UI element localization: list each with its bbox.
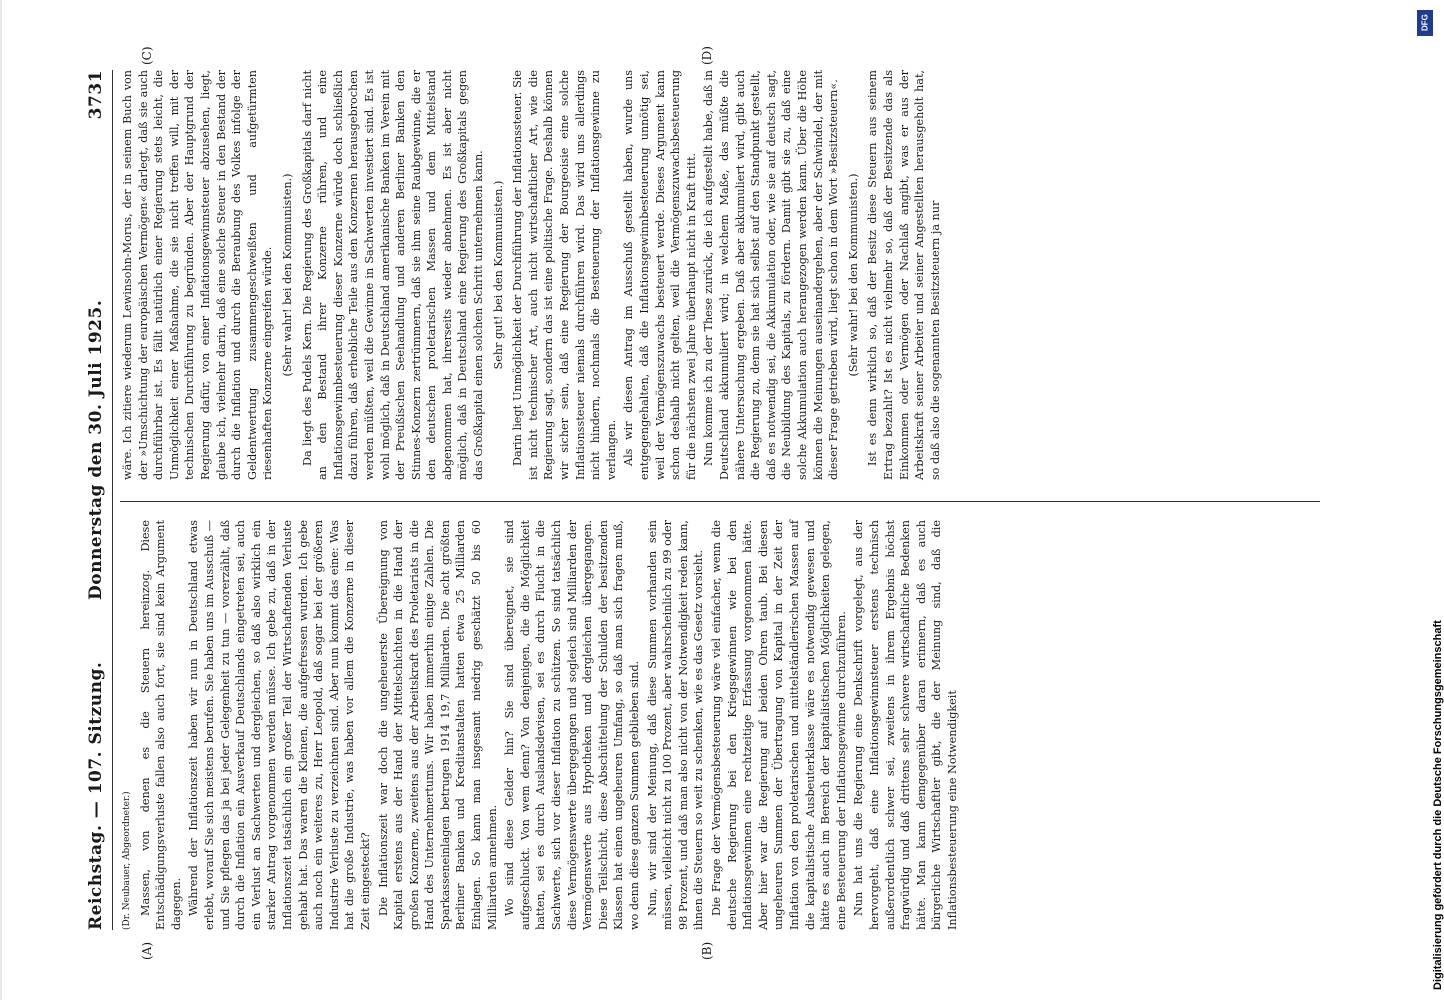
- paragraph: Da liegt des Pudels Kern. Die Regierung des Großkapitals darf nicht an den Bestand ihrer Konzerne rühren, und eine Inflationsgewinnbesteuerung dieser Konzerne würde doch schließlich dazu führen, daß erhebliche Teile aus den Konzernen herausgebrochen werden müßten, weil die Gewinne in Sachwerten investiert sind. Es ist wohl möglich, daß in Deutschland amerikanische Banken im Verein mit der Preußischen Seehandlung und anderen Berliner Banken den Stinnes-Konzern zertrümmern, daß sie ihm seine Raubgewinne, die er den deutschen proletarischen Massen und dem Mittelstand abgenommen hat, ihrerseits wieder abnehmen. Es ist aber nicht möglich, daß in Deutschland eine Regierung des Großkapitals gegen das Großkapital einen solchen Schritt unternehmen kann.: [300, 70, 486, 480]
- column-rule: [120, 501, 1320, 502]
- header-date: Donnerstag den 30. Juli 1925.: [86, 299, 106, 600]
- dfg-logo: DFG: [1417, 10, 1433, 36]
- paragraph: Wo sind diese Gelder hin? Sie sind übereignet, sie sind aufgeschluckt. Von wem denn? Von denjenigen, die die Möglichkeit hatten, sei es durch Auslandsdevisen, sei es durch Flucht in die Sachwerte, sich vor dieser Inflation zu schützen. So sind tatsächlich diese Vermögenswerte übergegangen und sogleich sind Milliarden der Vermögenswerte aus Hypotheken und dergleichen übergegangen. Diese Teilschicht, diese Abschüttelung der Schulden der besitzenden Klassen hat einen ungeheuren Umfang, so daß man sich fragen muß, wo denn diese ganzen Summen geblieben sind.: [503, 520, 641, 930]
- interjection: (Sehr wahr! bei den Kommunisten.): [280, 173, 294, 377]
- paragraph: Ist es denn wirklich so, daß der Besitz diese Steuern aus seinem Ertrag bezahlt? Ist es nicht vielmehr so, daß der Besitzende das als Einkommen oder Vermögen oder Nachlaß angibt, was er aus der Arbeitskraft seiner Arbeiter und seiner Angestellten herausgeholt hat, so daß also die sogenannten Besitzsteuern ja nur: [866, 70, 942, 480]
- paragraph: Darin liegt Unmöglichkeit der Durchführung der Inflationssteuer. Sie ist nicht technischer Art, auch nicht wirtschaftlicher Art, wie die Regierung sagt, sondern das ist eine politische Frage. Deshalb können wir sicher sein, daß eine Regierung der Bourgeoisie eine solche Inflationssteuer niemals durchführen wird. Das wird uns allerdings nicht hindern, nochmals die Besteuerung der Inflationsgewinne zu verlangen.: [511, 70, 618, 480]
- right-column: [120, 70, 945, 480]
- header-rule: [112, 70, 113, 930]
- header-session: Reichstag. — 107. Sitzung.: [86, 661, 106, 930]
- paragraph: Als wir diesen Antrag im Ausschuß gestellt haben, wurde uns entgegengehalten, daß die Inflationsgewinnbesteuerung unnötig sei, weil der Vermögenszuwachs besteuert werde. Dieses Argument kann schon deshalb nicht gelten, weil die Vermögenszuwachsbesteuerung für die nächsten zwei Jahre überhaupt nicht in Kraft tritt.: [622, 70, 698, 480]
- paragraph: Die Inflationszeit war doch die ungeheuerste Übereignung von Kapital erstens aus der Hand der Mittelschichten in die Hand der großen Konzerne, zweitens aus der Arbeitskraft des Proletariats in die Hand des Unternehmertums. Wir haben immerhin einige Zahlen. Die Sparkasseneinlagen betrugen 1914 19,7 Milliarden. Die acht größten Berliner Banken und Kreditanstalten hatten etwa 25 Milliarden Einlagen. So kann man insgesamt niedrig geschätzt 50 bis 60 Milliarden annehmen.: [376, 520, 499, 930]
- paragraph: Während der Inflationszeit haben wir nun in Deutschland etwas erlebt, worauf Sie sich meistens berufen. Sie haben uns im Ausschuß — und Sie pflegen das ja bei jeder Gelegenheit zu tun — vorerzählt, daß durch die Inflation ein Ausverkauf Deutschlands eingetreten sei, auch ein Verlust an Sachwerten und dergleichen, so daß also wirklich ein starker Antrag vorgenommen werden müsse. Ich gebe zu, daß in der Inflationszeit tatsächlich ein großer Teil der Wirtschaftenden Verluste gehabt hat. Das waren die Kleinen, die aufgefressen wurden. Ich gebe auch noch ein weiteres zu, Herr Leopold, daß sogar bei der größeren Industrie Verluste zu verzeichnen sind. Aber nun kommt das eine: Was hat die große Industrie, was haben vor allem die Konzerne in dieser Zeit eingesteckt?: [187, 520, 372, 930]
- paragraph: Die Frage der Vermögensbesteuerung wäre viel einfacher, wenn die deutsche Regierung bei den Kriegsgewinnen wie bei den Inflationsgewinnen eine rechtzeitige Erfassung vorgenommen hätte. Aber hier war die Regierung auf beiden Ohren taub. Bei diesen ungeheuren Summen der Übertragung von Kapital in der Zeit der Inflation von den proletarischen und mittelständlerischen Massen auf die kapitalistische Ausbeuterklasse wäre es notwendig gewesen und hätte es auch im Bereich der kapitalistischen Möglichkeiten gelegen, eine Besteuerung der Inflationsgewinne durchzuführen.: [709, 520, 848, 930]
- margin-marker-a: (A): [140, 941, 154, 960]
- page-number: 3731: [86, 70, 106, 120]
- paragraph: Nun hat uns die Regierung eine Denkschrift vorgelegt, aus der hervorgeht, daß eine Inflationsgewinnsteuer erstens technisch außerordentlich schwer sei, zweitens in ihrem Ergebnis höchst fragwürdig und daß drittens sehr schwere wirtschaftliche Bedenken hätte. Man kann demgegenüber daran erinnern, daß es auch bürgerliche Wirtschaftler gibt, die der Meinung sind, daß die Inflationsbesteuerung eine Notwendigkeit: [852, 520, 959, 930]
- digitization-credit: Digitalisierung gefördert durch die Deutsche Forschungsgemeinschaft: [1432, 620, 1444, 990]
- paragraph: Nun komme ich zu der These zurück, die ich aufgestellt habe, daß in Deutschland akkumuliert wird; in welchem Maße, das müßte die nähere Untersuchung ergeben. Daß aber akkumuliert wird, gibt auch die Regierung zu, denn sie hat sich selbst auf den Standpunkt gestellt, daß es notwendig sei, die Akkumulation oder, wie sie auf deutsch sagt, die Neubildung des Kapitals, zu fördern. Damit gibt sie zu, daß eine solche Akkumulation auch herangezogen werden kann. Über die Höhe können die Meinungen auseinandergehen, aber der Schwindel, der mit dieser Frage getrieben wird, liegt schon in dem Wort »Besitzsteuern«.: [702, 70, 841, 480]
- paragraph: Nun, wir sind der Meinung, daß diese Summen vorhanden sein müssen, vielleicht nicht zu 100 Prozent, aber wahrscheinlich zu 99 oder 98 Prozent, und daß man also nicht von der Notwendigkeit reden kann, ihnen die Steuern so weit zu schenken, wie es das Gesetz vorsieht.: [645, 520, 706, 930]
- scan-edge: [0, 0, 2, 1000]
- margin-marker-c: (C): [140, 46, 154, 65]
- speaker-line: (Dr. Neubauer, Abgeordneter.): [122, 791, 132, 930]
- margin-marker-d: (D): [700, 46, 714, 65]
- interjection: Sehr gut! bei den Kommunisten.): [491, 180, 505, 370]
- margin-marker-b: (B): [700, 941, 714, 960]
- interjection: (Sehr wahr! bei den Kommunisten.): [846, 173, 860, 377]
- rotated-document: [80, 46, 1340, 960]
- left-column: [120, 520, 962, 930]
- paragraph: Massen, von denen es die Steuern hereinzog. Diese Entschädigungsverluste fallen also auch fort, sie sind kein Argument dagegen.: [138, 520, 183, 930]
- paragraph: wäre. Ich zitiere wiederum Lewinsohn-Morus, der in seinem Buch von der »Umschichtung der europäischen Vermögen« darlegt, daß sie auch durchführbar ist. Es fällt natürlich einer Regierung stets leicht, die Unmöglichkeit einer Maßnahme, die sie nicht treffen will, mit der technischen Durchführung zu begründen. Aber der Hauptgrund der Regierung dafür, von einer Inflationsgewinnsteuer abzusehen, liegt, glaube ich, vielmehr darin, daß eine solche Steuer in den Bestand der durch die Inflation und durch die Beraubung des Volkes infolge der Geldentwertung zusammengeschweißten und aufgetürmten riesenhaften Konzerne eingreifen würde.: [121, 70, 275, 480]
- page-header: [80, 70, 114, 930]
